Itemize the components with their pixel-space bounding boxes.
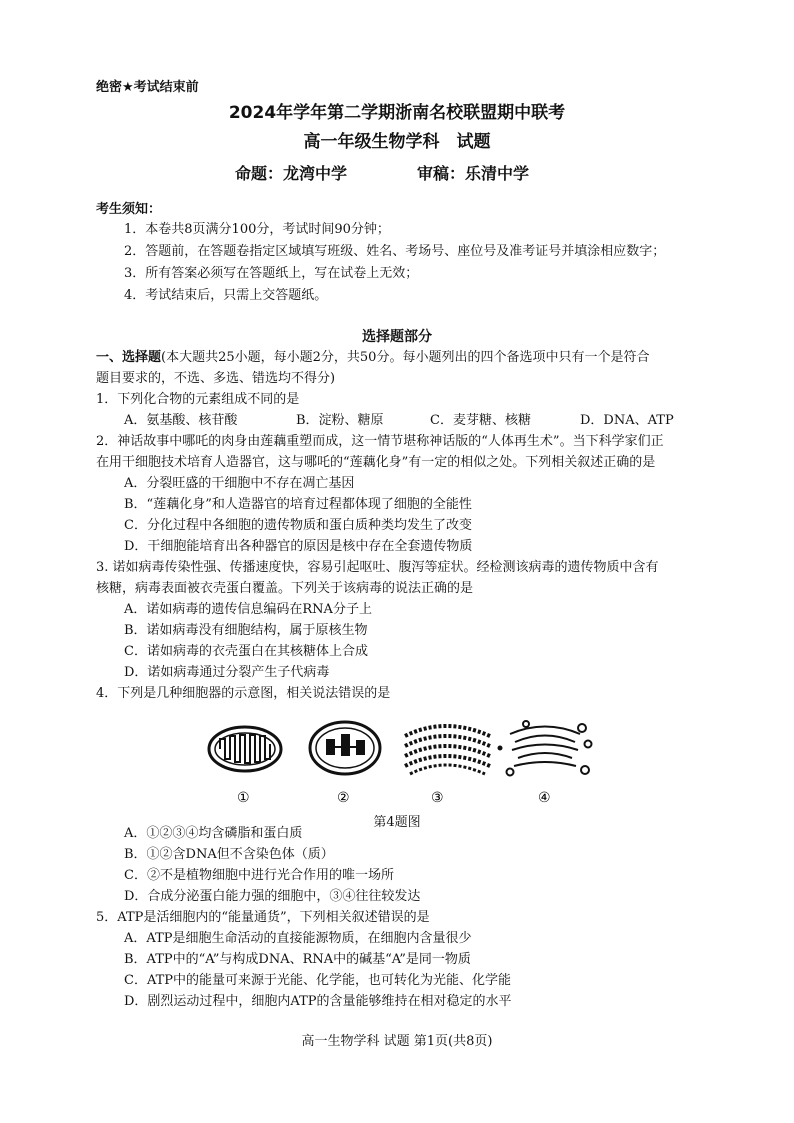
exam-title: 2024年学年第二学期浙南名校联盟期中联考 [228, 103, 566, 123]
q4-option-c: C．②不是植物细胞中进行光合作用的唯一场所 [124, 868, 394, 883]
mitochondrion-diagram [209, 727, 281, 771]
figure-caption: 第4题图 [373, 815, 421, 830]
q3-option-a: A．诺如病毒的遗传信息编码在RNA分子上 [124, 602, 372, 617]
q4-option-d: D．合成分泌蛋白能力强的细胞中，③④往往较发达 [124, 889, 421, 904]
authors-line [235, 161, 529, 184]
q3-option-c: C．诺如病毒的衣壳蛋白在其核糖体上合成 [124, 644, 368, 659]
q4-option-a: A．①②③④均含磷脂和蛋白质 [124, 826, 303, 841]
q5-option-c: C．ATP中的能量可来源于光能、化学能，也可转化为光能、化学能 [124, 973, 512, 988]
figure-label-2: ② [337, 790, 350, 806]
q3-stem-2: 核糖，病毒表面被衣壳蛋白覆盖。下列关于该病毒的说法正确的是 [96, 581, 474, 596]
q2-option-d: D．干细胞能培育出各种器官的原因是核中存在全套遗传物质 [124, 539, 473, 554]
golgi-apparatus-diagram [499, 721, 592, 776]
q2-option-c: C．分化过程中各细胞的遗传物质和蛋白质种类均发生了改变 [124, 518, 472, 533]
q1-option-c: C．麦芽糖、核糖 [430, 413, 531, 428]
notice-item-3: 3．所有答案必须写在答题纸上，写在试卷上无效； [124, 266, 419, 281]
q2-stem-1: 2．神话故事中哪吒的肉身由莲藕重塑而成，这一情节堪称神话版的“人体再生术”。当下科学家们正 [96, 434, 664, 449]
part1-desc: (本大题共25小题，每小题2分，共50分。每小题列出的四个备选项中只有一个是符合 [161, 350, 650, 365]
notice-item-1: 1．本卷共8页满分100分，考试时间90分钟； [124, 222, 390, 237]
notice-item-4: 4．考试结束后，只需上交答题纸。 [124, 288, 328, 303]
section-title: 选择题部分 [362, 329, 432, 345]
q1-option-a: A．氨基酸、核苷酸 [124, 413, 238, 428]
part1-intro [96, 348, 649, 368]
notice-item-2: 2．答题前，在答题卷指定区域填写班级、姓名、考场号、座位号及准考证号并填涂相应数字； [124, 244, 666, 259]
q5-option-d: D．剧烈运动过程中，细胞内ATP的含量能够维持在相对稳定的水平 [124, 994, 512, 1009]
part1-label: 一、选择题 [96, 350, 162, 365]
q2-stem-2: 在用干细胞技术培育人造器官，这与哪吒的“莲藕化身”有一定的相似之处。下列相关叙述正确的是 [96, 455, 656, 470]
figure-label-3: ③ [431, 790, 444, 806]
organelle-figure [200, 714, 600, 809]
figure-label-4: ④ [538, 790, 551, 806]
part1-desc-2: 题目要求的，不选、多选、错选均不得分) [96, 371, 336, 386]
q4-stem: 4．下列是几种细胞器的示意图，相关说法错误的是 [96, 686, 391, 701]
q3-option-d: D．诺如病毒通过分裂产生子代病毒 [124, 665, 330, 680]
confidential-label: 绝密★考试结束前 [96, 80, 199, 95]
exam-subtitle: 高一年级生物学科 试题 [303, 132, 491, 152]
q2-option-b: B．“莲藕化身”和人造器官的培育过程都体现了细胞的全能性 [124, 497, 472, 512]
q1-option-d: D．DNA、ATP [580, 413, 674, 428]
q2-option-a: A．分裂旺盛的干细胞中不存在凋亡基因 [124, 476, 355, 491]
notice-heading: 考生须知： [96, 202, 162, 217]
q5-option-b: B．ATP中的“A”与构成DNA、RNA中的碱基“A”是同一物质 [124, 952, 471, 967]
q3-stem-1: 3. 诺如病毒传染性强、传播速度快，容易引起呕吐、腹泻等症状。经检测该病毒的遗传物质中含有 [96, 560, 659, 575]
q4-option-b: B．①②含DNA但不含染色体（质） [124, 847, 334, 862]
q5-stem: 5．ATP是活细胞内的“能量通货”，下列相关叙述错误的是 [96, 910, 430, 925]
endoplasmic-reticulum-diagram [405, 726, 490, 774]
q1-stem: 1．下列化合物的元素组成不同的是 [96, 392, 300, 407]
q3-option-b: B．诺如病毒没有细胞结构，属于原核生物 [124, 623, 368, 638]
figure-label-1: ① [237, 790, 250, 806]
author-school: 命题：龙湾中学 [235, 164, 348, 183]
reviewer-school: 审稿：乐清中学 [417, 164, 530, 183]
page-footer: 高一生物学科 试题 第1页(共8页) [301, 1034, 493, 1049]
chloroplast-diagram [310, 722, 380, 774]
q1-option-b: B．淀粉、糖原 [296, 413, 384, 428]
q5-option-a: A．ATP是细胞生命活动的直接能源物质，在细胞内含量很少 [124, 931, 472, 946]
